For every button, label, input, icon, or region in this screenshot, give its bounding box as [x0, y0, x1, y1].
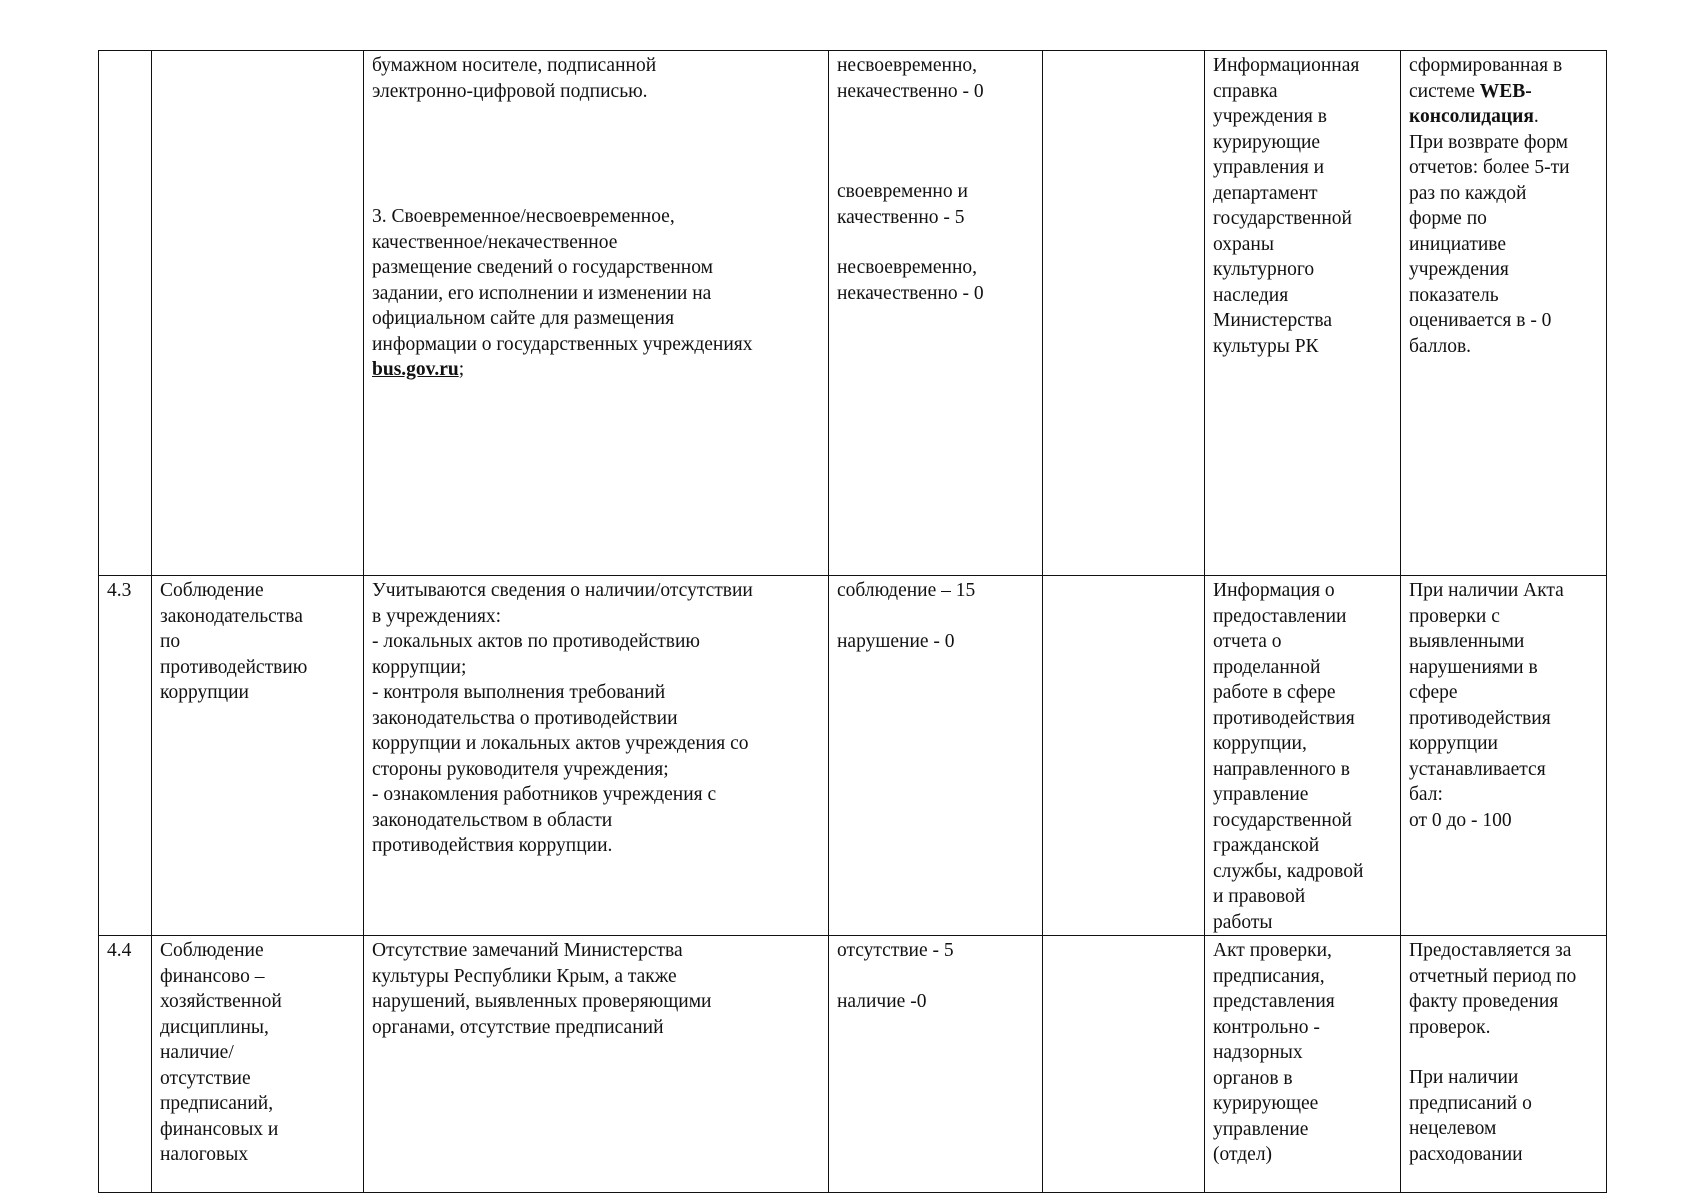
- text-line: коррупции: [160, 682, 249, 703]
- blank-line: [837, 230, 1034, 255]
- text-line: Акт проверки,: [1213, 940, 1332, 961]
- text-line: и правовой: [1213, 886, 1306, 907]
- text-line: законодательства: [160, 605, 303, 627]
- text-line: наличие -0: [837, 990, 927, 1012]
- text-line: государственной: [1213, 809, 1352, 831]
- text-line: бумажном носителе, подписанной: [372, 55, 657, 76]
- text-line: налоговых: [160, 1144, 249, 1165]
- text-line: электронно-цифровой подписью.: [372, 80, 648, 102]
- text-line: качественное/некачественное: [372, 231, 618, 253]
- text-line: государственной: [1213, 208, 1352, 229]
- text-line: проверки с: [1409, 605, 1500, 627]
- text-line: качественно - 5: [837, 206, 965, 228]
- text-line: контрольно -: [1213, 1016, 1320, 1038]
- text-line: Соблюдение: [160, 940, 264, 961]
- text-line: инициативе: [1409, 233, 1507, 255]
- text-line: работе в сфере: [1213, 682, 1336, 703]
- text-line: факту проведения: [1409, 991, 1559, 1012]
- text-line: При наличии Акта: [1409, 580, 1564, 601]
- text-line: предоставлении: [1213, 605, 1347, 627]
- text-line: проделанной: [1213, 656, 1321, 678]
- text-line: своевременно и: [837, 181, 968, 202]
- text-line: культурного: [1213, 259, 1315, 280]
- text-line: управление: [1213, 784, 1309, 805]
- text-line: Министерства: [1213, 310, 1333, 331]
- text-line: 3. Своевременное/несвоевременное,: [372, 206, 675, 227]
- blank-line: [372, 154, 820, 179]
- text-line: размещение сведений о государственном: [372, 257, 713, 278]
- text-line: официальном сайте для размещения: [372, 308, 675, 329]
- text-line: - контроля выполнения требований: [372, 682, 666, 703]
- text-line: органов в: [1213, 1067, 1293, 1089]
- text-fragment: .: [1533, 106, 1539, 127]
- source-cell: [1205, 576, 1401, 936]
- empty-cell: [1043, 576, 1205, 936]
- text-line: Информационная: [1213, 55, 1360, 76]
- text-line: нарушений, выявленных проверяющими: [372, 991, 712, 1012]
- table-row: [99, 576, 1607, 936]
- text-line: - локальных актов по противодействию: [372, 631, 700, 652]
- empty-cell: [1043, 936, 1205, 1193]
- text-line: предписаний о: [1409, 1092, 1532, 1114]
- text-fragment: системе: [1409, 80, 1480, 102]
- text-line: сформированная в: [1409, 55, 1563, 76]
- blank-line: [837, 129, 1034, 154]
- text-line: оценивается в - 0: [1409, 310, 1552, 331]
- text-line: финансовых и: [160, 1118, 279, 1140]
- note-cell: [1401, 936, 1607, 1193]
- text-line: коррупции;: [372, 656, 467, 678]
- text-line: предписания,: [1213, 965, 1325, 987]
- text-line: нецелевом: [1409, 1118, 1497, 1139]
- text-line: отсутствие - 5: [837, 940, 954, 961]
- text-line: финансово –: [160, 965, 265, 987]
- text-line: проверок.: [1409, 1016, 1491, 1038]
- text-line: противодействия: [1409, 707, 1551, 729]
- criteria-cell: [364, 936, 829, 1193]
- text-line: по: [160, 631, 181, 652]
- text-line: расходовании: [1409, 1143, 1523, 1165]
- note-cell: [1401, 51, 1607, 576]
- text-line: курирующие: [1213, 131, 1321, 153]
- row-number-cell: 4.3: [99, 576, 152, 936]
- source-cell: [1205, 936, 1401, 1193]
- blank-line: [372, 104, 820, 129]
- text-line: направленного в: [1213, 758, 1350, 780]
- text-line: Информация о: [1213, 580, 1335, 601]
- text-line: учреждения в: [1213, 106, 1327, 127]
- text-line: коррупции,: [1213, 733, 1307, 754]
- text-line: коррупции: [1409, 733, 1498, 754]
- criteria-cell: [364, 576, 829, 936]
- text-line: (отдел): [1213, 1144, 1273, 1165]
- text-line: стороны руководителя учреждения;: [372, 758, 669, 780]
- text-line: [1409, 79, 1598, 105]
- text-line: противодействию: [160, 656, 308, 678]
- text-line: отчетов: более 5-ти: [1409, 157, 1570, 178]
- criteria-table: [98, 50, 1607, 1193]
- table-row: [99, 936, 1607, 1193]
- text-line: культуры РК: [1213, 335, 1319, 357]
- text-line: противодействия: [1213, 707, 1355, 729]
- text-line: Предоставляется за: [1409, 940, 1572, 961]
- blank-line: [837, 964, 1034, 989]
- text-line: сфере: [1409, 682, 1458, 703]
- table-row: [99, 51, 1607, 576]
- text-line: При наличии: [1409, 1067, 1519, 1088]
- text-fragment: ;: [458, 359, 465, 380]
- text-line: форме по: [1409, 208, 1487, 229]
- text-line: курирующее: [1213, 1093, 1319, 1114]
- text-line: дисциплины,: [160, 1016, 269, 1038]
- link-text: bus.gov.ru: [372, 359, 459, 380]
- blank-line: [837, 104, 1034, 129]
- blank-line: [837, 604, 1034, 629]
- text-line: управление: [1213, 1118, 1309, 1140]
- text-line: некачественно - 0: [837, 80, 984, 102]
- empty-cell: [1043, 51, 1205, 576]
- indicator-cell: [152, 51, 364, 576]
- blank-line: [1409, 1040, 1598, 1065]
- blank-line: [372, 179, 820, 204]
- text-line: несвоевременно,: [837, 257, 978, 278]
- text-line: - ознакомления работников учреждения с: [372, 784, 717, 805]
- text-line: При возврате форм: [1409, 131, 1569, 153]
- text-line: предписаний,: [160, 1093, 274, 1114]
- text-line: учреждения: [1409, 259, 1509, 280]
- text-line: охраны: [1213, 233, 1274, 255]
- text-line: показатель: [1409, 284, 1499, 306]
- row-number-cell: 4.4: [99, 936, 152, 1193]
- text-line: раз по каждой: [1409, 182, 1527, 204]
- text-line: справка: [1213, 80, 1278, 102]
- text-line: хозяйственной: [160, 991, 282, 1012]
- text-line: департамент: [1213, 182, 1318, 204]
- text-line: выявленными: [1409, 631, 1525, 652]
- blank-line: [837, 154, 1034, 179]
- text-line: задании, его исполнении и изменении на: [372, 282, 712, 304]
- text-line: устанавливается: [1409, 758, 1546, 780]
- text-line: отсутствие: [160, 1067, 251, 1089]
- indicator-cell: [152, 576, 364, 936]
- text-line: наследия: [1213, 284, 1289, 306]
- text-line: культуры Республики Крым, а также: [372, 965, 677, 987]
- text-line: законодательства о противодействии: [372, 707, 678, 729]
- score-cell: [829, 936, 1043, 1193]
- indicator-cell: [152, 936, 364, 1193]
- text-fragment: WEB-: [1479, 80, 1532, 102]
- score-cell: [829, 576, 1043, 936]
- text-line: гражданской: [1213, 835, 1320, 856]
- text-line: работы: [1213, 911, 1273, 933]
- text-line: законодательством в области: [372, 809, 613, 831]
- score-cell: [829, 51, 1043, 576]
- row-number-cell: [99, 51, 152, 576]
- text-line: некачественно - 0: [837, 282, 984, 304]
- criteria-cell: [364, 51, 829, 576]
- text-line: Учитываются сведения о наличии/отсутствии: [372, 580, 753, 601]
- text-line: Отсутствие замечаний Министерства: [372, 940, 683, 961]
- text-line: отчета о: [1213, 631, 1282, 652]
- text-line: Соблюдение: [160, 580, 264, 601]
- text-line: нарушение - 0: [837, 630, 955, 652]
- text-line: представления: [1213, 991, 1335, 1012]
- text-line: службы, кадровой: [1213, 860, 1364, 882]
- text-line: противодействия коррупции.: [372, 835, 613, 856]
- text-line: нарушениями в: [1409, 656, 1538, 678]
- text-line: отчетный период по: [1409, 965, 1577, 987]
- text-line: соблюдение – 15: [837, 580, 976, 601]
- text-line: управления и: [1213, 157, 1325, 178]
- text-line: наличие/: [160, 1042, 234, 1063]
- text-line: баллов.: [1409, 335, 1472, 357]
- text-fragment: консолидация: [1409, 106, 1534, 127]
- text-line: надзорных: [1213, 1042, 1303, 1063]
- source-cell: [1205, 51, 1401, 576]
- note-cell: [1401, 576, 1607, 936]
- text-line: бал:: [1409, 784, 1443, 805]
- text-line: [372, 357, 820, 383]
- text-line: несвоевременно,: [837, 55, 978, 76]
- text-line: в учреждениях:: [372, 605, 502, 627]
- text-line: информации о государственных учреждениях: [372, 333, 753, 355]
- blank-line: [372, 129, 820, 154]
- text-line: от 0 до - 100: [1409, 809, 1512, 831]
- text-line: коррупции и локальных актов учреждения со: [372, 733, 749, 754]
- text-line: органами, отсутствие предписаний: [372, 1016, 664, 1038]
- text-line: [1409, 104, 1598, 130]
